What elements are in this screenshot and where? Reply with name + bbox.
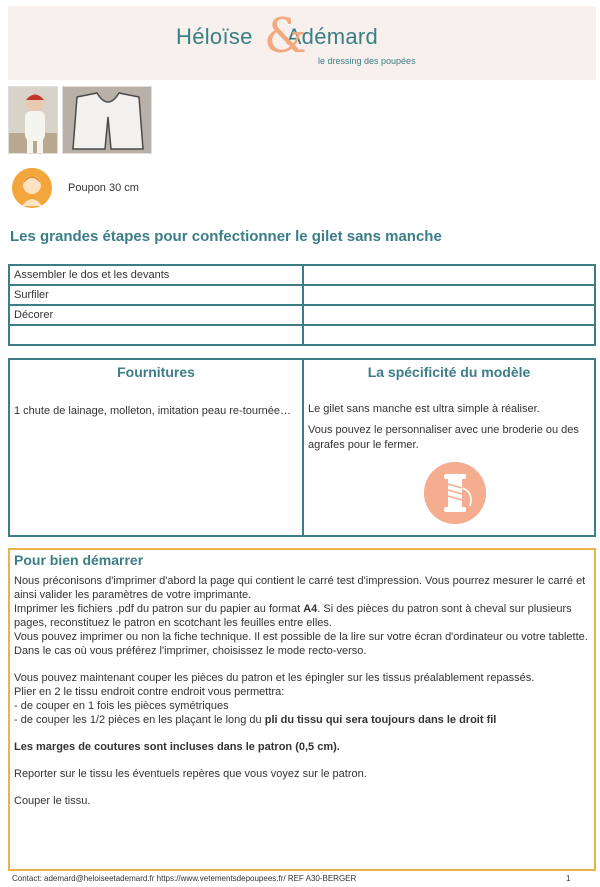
text-span: . Si des pièces du patron sont à cheval sur plusieurs pages, reconstituez le patron en scotchant les feuilles entre elles. [14,603,572,629]
table-row [9,305,595,325]
getting-started-panel [8,548,596,871]
fournitures-title: Fournitures [117,364,195,380]
doll-size-label: Poupon 30 cm [68,182,139,194]
empty-cell [303,265,595,285]
brand-logo[interactable] [176,8,436,74]
paragraph-print-pdf [14,602,590,630]
brand-name-first: Héloïse [176,24,253,49]
footer-contact: Contact: ademard@heloiseetademard.fr https://www.vetementsdepoupees.fr/ REF A30-BERGER [12,874,357,883]
grain-emphasis: pli du tissu qui sera toujours dans le droit fil [264,714,497,726]
vest-photo [62,86,152,154]
getting-started-title: Pour bien démarrer [14,552,144,568]
seam-allowance-emphasis: Les marges de coutures sont incluses dans le patron (0,5 cm). [14,741,340,753]
paragraph-fold: Plier en 2 le tissu endroit contre endroit vous permettra: [14,686,285,698]
fournitures-column [10,360,302,535]
brand-name-second: Adémard [286,24,379,49]
specificite-title: La spécificité du modèle [367,364,531,380]
brand-tagline: le dressing des poupées [318,56,416,66]
step-cell: Assembler le dos et les devants [9,265,303,285]
paragraph-cut-fabric: Couper le tissu. [14,795,91,807]
paragraph-print-sheet: Vous pouvez imprimer ou non la fiche technique. Il est possible de la lire sur votre écran d'ordinateur ou votre tablette. Dans le cas où vous préférez l'imprimer, choisissez le mode recto-verso. [14,631,588,657]
text-span: Imprimer les fichiers .pdf du patron sur du papier au format [14,603,304,615]
specificite-column [304,360,594,535]
table-row [9,265,595,285]
table-row [9,325,595,345]
paragraph-seam-allowance [14,740,590,754]
empty-cell [303,325,595,345]
doll-size-icon [12,168,52,208]
fournitures-text: 1 chute de lainage, molleton, imitation peau re-tournée… [14,405,292,417]
paper-format: A4 [303,603,318,615]
thread-spool-icon [424,462,486,524]
paragraph-symmetric: - de couper en 1 fois les pièces symétriques [14,700,229,712]
paragraph-half-pieces [14,713,590,727]
empty-cell [303,285,595,305]
step-cell: Surfiler [9,285,303,305]
text-span: - de couper les 1/2 pièces en les plaçant le long du [14,714,265,726]
paragraph-cut-pieces: Vous pouvez maintenant couper les pièces du patron et les épingler sur les tissus préalablement repassés. [14,672,535,684]
page-number: 1 [566,874,571,883]
specificite-text-2: Vous pouvez le personnaliser avec une broderie ou des agrafes pour le fermer. [308,424,579,451]
steps-title: Les grandes étapes pour confectionner le gilet sans manche [10,228,442,245]
info-panel [8,358,596,537]
specificite-text-1: Le gilet sans manche est ultra simple à réaliser. [308,403,540,415]
step-cell: Décorer [9,305,303,325]
brand-ampersand: & [264,8,307,64]
doll-photo [8,86,58,154]
step-cell [9,325,303,345]
paragraph-print-test: Nous préconisons d'imprimer d'abord la page qui contient le carré test d'impression. Vous pourrez mesurer le carré et ainsi valider les paramètres de votre imprimante. [14,575,586,601]
empty-cell [303,305,595,325]
footer [12,874,588,883]
table-row [9,285,595,305]
header-banner [8,6,596,80]
steps-table [8,264,596,346]
paragraph-marks: Reporter sur le tissu les éventuels repères que vous voyez sur le patron. [14,768,367,780]
